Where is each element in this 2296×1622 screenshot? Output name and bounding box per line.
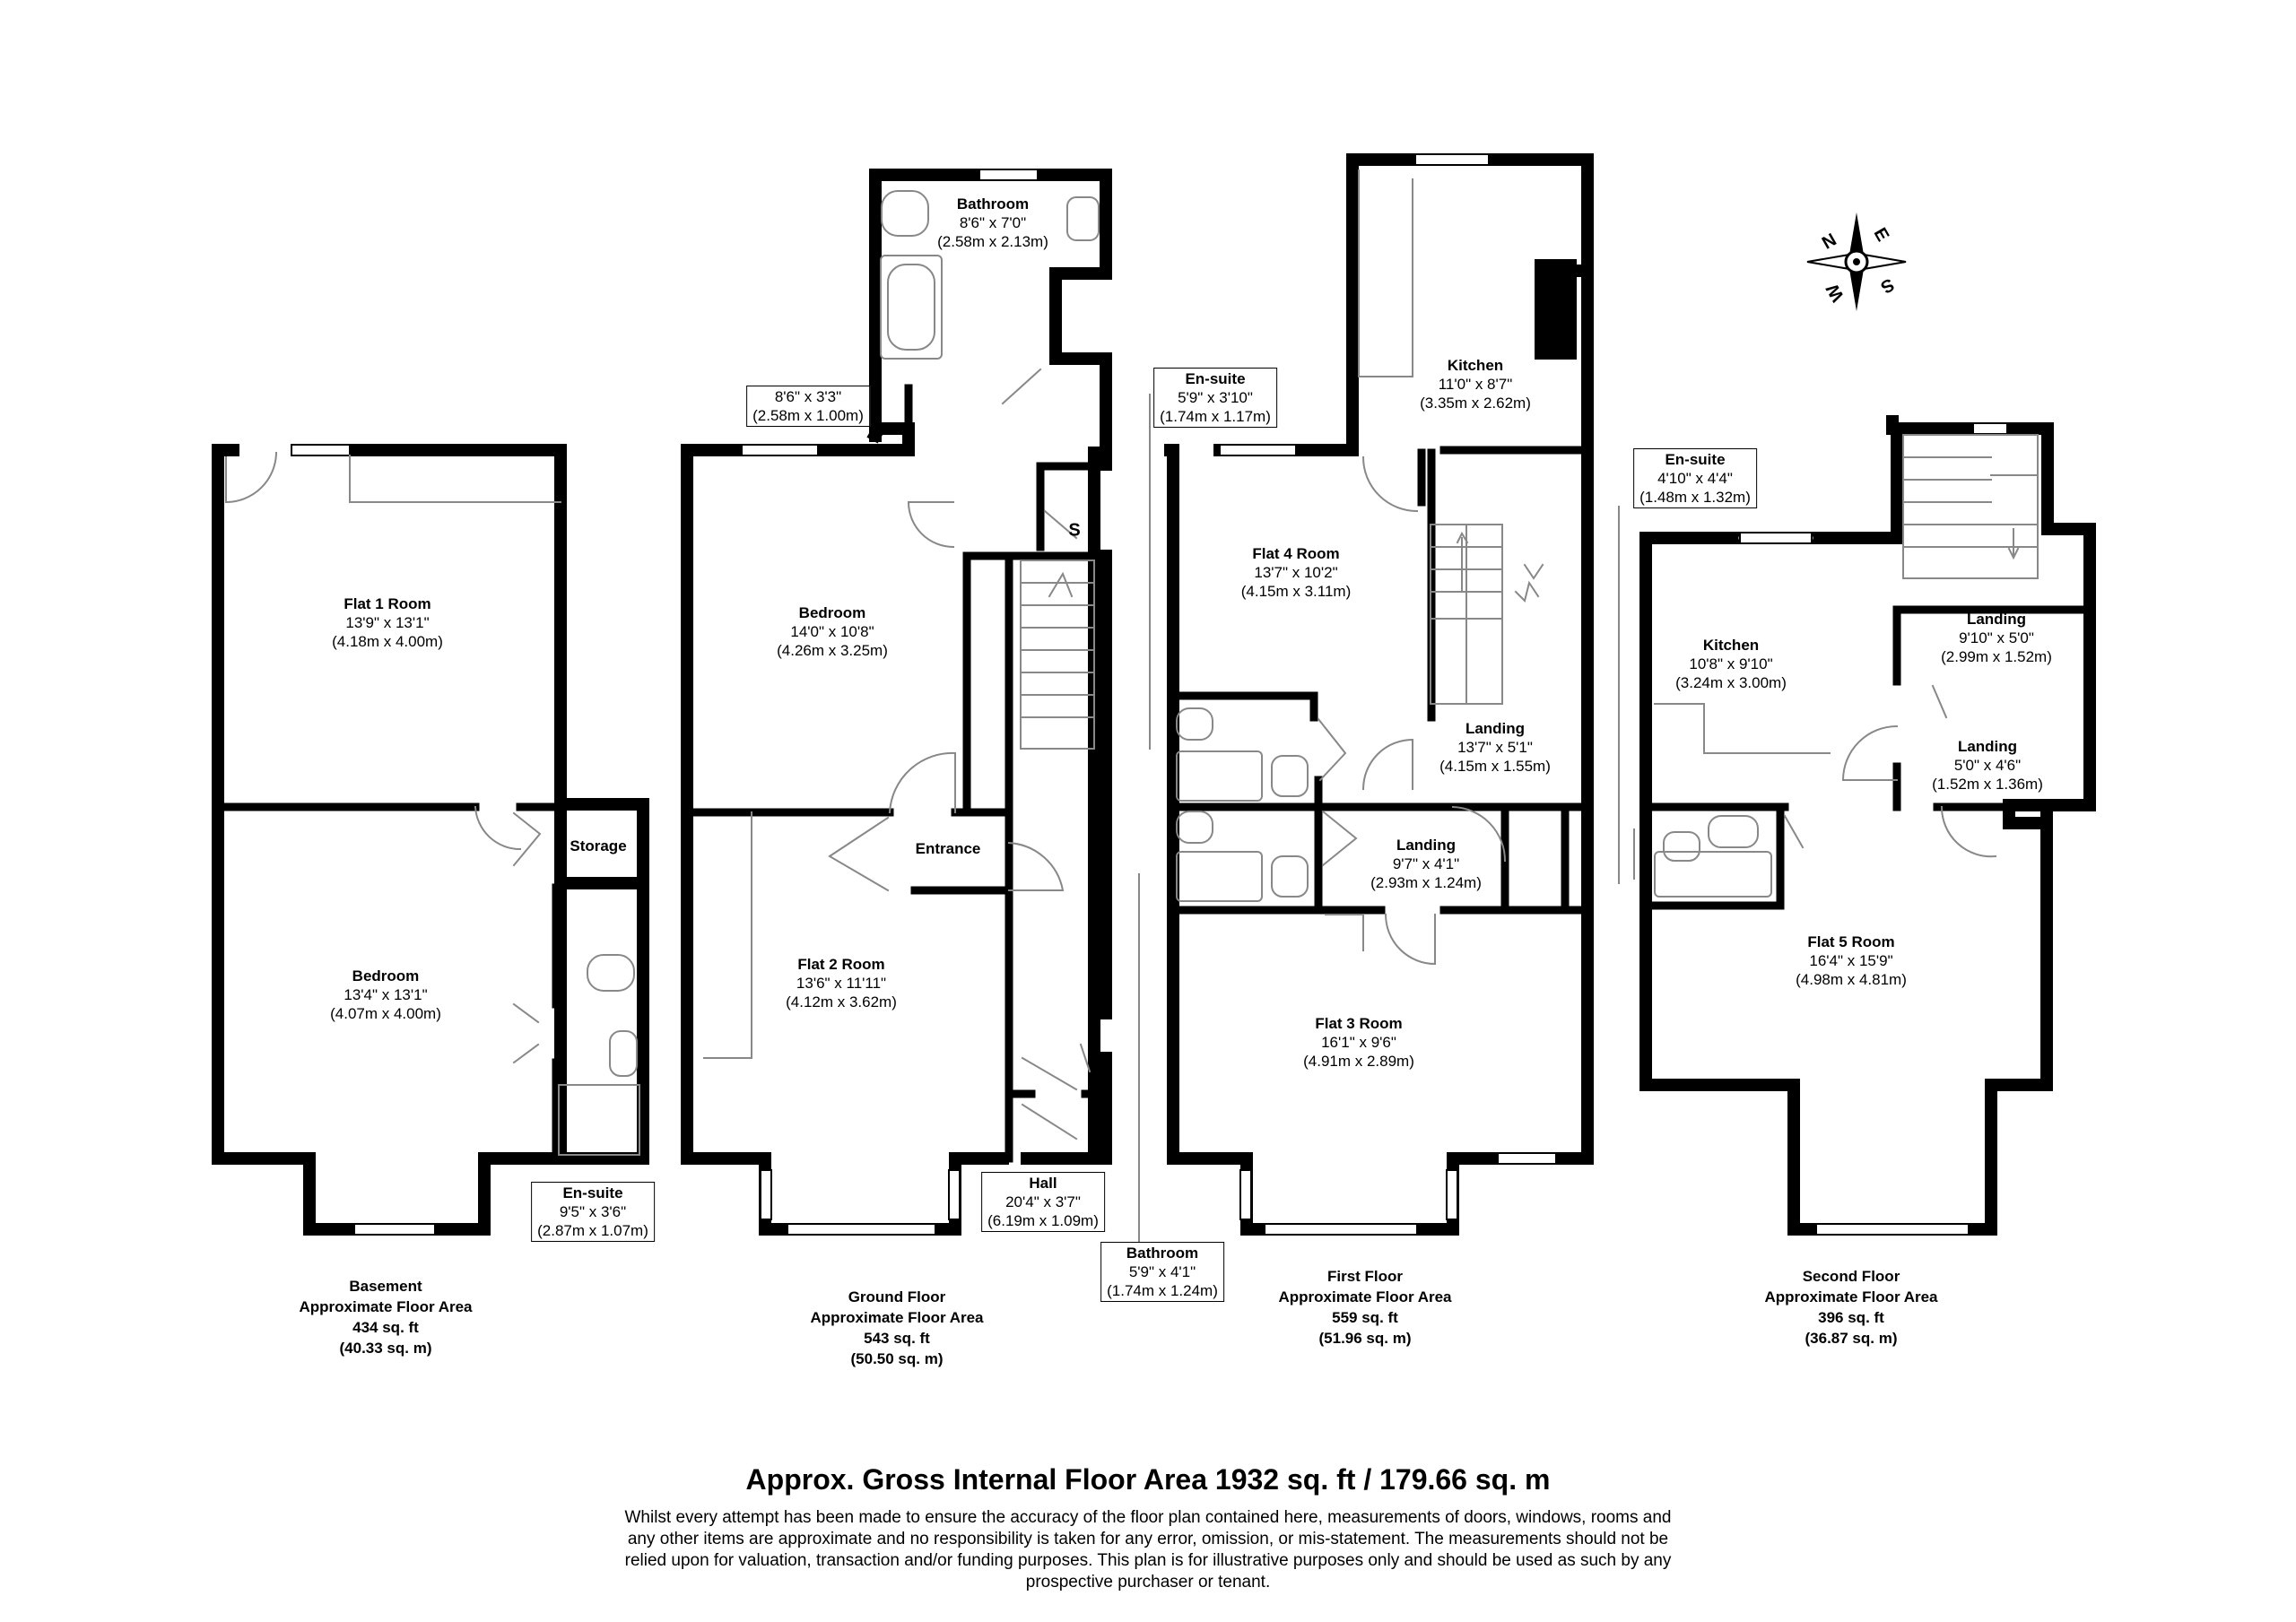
ff-landing1-imperial: 13'7" x 5'1" <box>1457 739 1533 756</box>
ff-kitchen-metric: (3.35m x 2.62m) <box>1420 395 1531 412</box>
basement-windows <box>291 445 435 1235</box>
sf-landing1-imperial: 9'10" x 5'0" <box>1959 629 2034 646</box>
basement-bedroom-label <box>330 967 441 1023</box>
sf-landing2-imperial: 5'0" x 4'6" <box>1953 757 2022 774</box>
second-walls <box>1646 421 2090 1229</box>
sf-ensuite-imperial: 4'10" x 4'4" <box>1657 470 1733 487</box>
flat4-room-metric: (4.15m x 3.11m) <box>1240 583 1352 600</box>
flat1-room-metric: (4.18m x 4.00m) <box>332 633 443 650</box>
first-caption <box>1278 1266 1451 1349</box>
ground-fixtures <box>704 191 1099 1139</box>
ground-caption-label: Approximate Floor Area <box>810 1309 984 1326</box>
ff-ensuite-name: En-suite <box>1185 370 1246 387</box>
storage-label <box>570 837 626 855</box>
flat2-room-label <box>786 955 897 1011</box>
gf-bedroom-metric: (4.26m x 3.25m) <box>777 642 888 659</box>
compass-n-letter: N <box>1818 230 1840 254</box>
ff-bathroom-metric: (1.74m x 1.24m) <box>1107 1282 1218 1299</box>
hall-name: Hall <box>1029 1175 1057 1192</box>
flat2-room-metric: (4.12m x 3.62m) <box>786 993 897 1010</box>
total-area-title: Approx. Gross Internal Floor Area 1932 sq. ft / 179.66 sq. m <box>745 1463 1551 1496</box>
gf-lobby-imperial: 8'6" x 3'3" <box>774 388 842 405</box>
flat4-room-name: Flat 4 Room <box>1252 545 1340 562</box>
flat2-room-imperial: 13'6" x 11'11" <box>796 975 887 992</box>
second-caption-sqft: 396 sq. ft <box>1818 1309 1884 1326</box>
ff-landing2-imperial: 9'7" x 4'1" <box>1392 855 1460 872</box>
flat5-room-name: Flat 5 Room <box>1807 933 1895 950</box>
basement-bedroom-imperial: 13'4" x 13'1" <box>344 986 428 1003</box>
sf-kitchen-imperial: 10'8" x 9'10" <box>1689 655 1773 672</box>
ff-kitchen-label <box>1420 356 1531 412</box>
second-caption-label: Approximate Floor Area <box>1764 1288 1938 1305</box>
gf-bathroom-name: Bathroom <box>956 195 1030 213</box>
sf-landing2-name: Landing <box>1957 738 2018 755</box>
flat3-room-label <box>1303 1014 1414 1071</box>
hall-label <box>981 1172 1105 1232</box>
flat1-room-name: Flat 1 Room <box>344 595 431 612</box>
store-s-label: S <box>1068 520 1081 541</box>
basement-ensuite-imperial: 9'5" x 3'6" <box>559 1203 627 1220</box>
first-caption-sqm: (51.96 sq. m) <box>1318 1330 1412 1347</box>
gf-bathroom-imperial: 8'6" x 7'0" <box>959 214 1027 231</box>
flat4-room-imperial: 13'7" x 10'2" <box>1254 564 1338 581</box>
sf-kitchen-label <box>1675 636 1787 692</box>
flat4-room-label <box>1241 544 1352 601</box>
ground-windows <box>742 169 1038 1235</box>
ff-kitchen-imperial: 11'0" x 8'7" <box>1438 376 1513 393</box>
sf-landing2-metric: (1.52m x 1.36m) <box>1932 776 2043 793</box>
flat5-room-label <box>1796 932 1907 989</box>
basement-caption-name: Basement <box>349 1278 422 1295</box>
compass-e-letter: E <box>1869 224 1893 246</box>
hall-imperial: 20'4" x 3'7" <box>1005 1193 1081 1210</box>
sf-landing1-label <box>1941 610 2052 666</box>
ff-ensuite-label <box>1153 368 1277 428</box>
entrance-name: Entrance <box>915 840 981 857</box>
flat3-room-imperial: 16'1" x 9'6" <box>1321 1034 1396 1051</box>
ground-caption-sqm: (50.50 sq. m) <box>850 1350 944 1367</box>
flat5-room-imperial: 16'4" x 15'9" <box>1809 952 1893 969</box>
sf-kitchen-metric: (3.24m x 3.00m) <box>1675 674 1787 691</box>
hall-metric: (6.19m x 1.09m) <box>987 1212 1099 1229</box>
ff-ensuite-imperial: 5'9" x 3'10" <box>1178 389 1253 406</box>
gf-bathroom-label <box>937 195 1048 251</box>
flat1-room-imperial: 13'9" x 13'1" <box>345 614 430 631</box>
second-caption-sqm: (36.87 sq. m) <box>1805 1330 1898 1347</box>
ff-landing2-label <box>1370 836 1482 892</box>
basement-caption-sqm: (40.33 sq. m) <box>339 1340 432 1357</box>
gf-bedroom-label <box>777 603 888 660</box>
ground-walls <box>687 175 1106 1229</box>
second-inner-walls <box>1646 538 2090 906</box>
gf-lobby-label <box>746 386 870 427</box>
ground-inner-walls <box>691 388 1106 1158</box>
sf-ensuite-name: En-suite <box>1665 451 1726 468</box>
gf-bedroom-name: Bedroom <box>798 604 866 621</box>
basement-ensuite-name: En-suite <box>562 1184 623 1201</box>
ff-landing1-label <box>1439 719 1551 776</box>
ff-landing1-name: Landing <box>1465 720 1526 737</box>
second-caption-name: Second Floor <box>1802 1268 1900 1285</box>
ff-landing1-metric: (4.15m x 1.55m) <box>1439 758 1551 775</box>
storage-name: Storage <box>570 837 627 854</box>
compass-w-letter: W <box>1822 280 1848 305</box>
flat3-room-name: Flat 3 Room <box>1315 1015 1403 1032</box>
basement-ensuite-metric: (2.87m x 1.07m) <box>537 1222 648 1239</box>
sf-landing1-metric: (2.99m x 1.52m) <box>1941 648 2052 665</box>
basement-bedroom-metric: (4.07m x 4.00m) <box>330 1005 441 1022</box>
ground-caption-sqft: 543 sq. ft <box>864 1330 930 1347</box>
sf-landing2-label <box>1932 737 2043 794</box>
flat1-room-label <box>332 594 443 651</box>
flat5-room-metric: (4.98m x 4.81m) <box>1796 971 1907 988</box>
gf-bathroom-metric: (2.58m x 2.13m) <box>937 233 1048 250</box>
sf-ensuite-label <box>1633 448 1757 508</box>
ff-bathroom-name: Bathroom <box>1126 1245 1199 1262</box>
gf-bedroom-imperial: 14'0" x 10'8" <box>790 623 874 640</box>
basement-bedroom-name: Bedroom <box>352 967 420 984</box>
first-caption-label: Approximate Floor Area <box>1278 1288 1452 1305</box>
first-caption-sqft: 559 sq. ft <box>1332 1309 1398 1326</box>
basement-caption-label: Approximate Floor Area <box>299 1298 473 1315</box>
flat2-room-name: Flat 2 Room <box>797 956 885 973</box>
compass-rose <box>1807 213 1906 311</box>
flat3-room-metric: (4.91m x 2.89m) <box>1303 1053 1414 1070</box>
gf-lobby-metric: (2.58m x 1.00m) <box>752 407 864 424</box>
ff-landing2-name: Landing <box>1396 837 1457 854</box>
basement-ensuite-label <box>531 1182 655 1242</box>
sf-landing1-name: Landing <box>1966 611 2027 628</box>
sf-ensuite-metric: (1.48m x 1.32m) <box>1639 489 1751 506</box>
ground-caption-name: Ground Floor <box>848 1288 946 1305</box>
compass-s-letter: S <box>1876 273 1898 298</box>
disclaimer-text: Whilst every attempt has been made to ensure the accuracy of the floor plan contained here, measurements of doors, windows, rooms and any other items are approximate and no responsibility is taken for any error, omission, or mis-statement. The measurements should not be relied upon for valuation, transaction and/or funding purposes. This plan is for illustrative purposes only and should be used as such by any prospective purchaser or tenant. <box>624 1508 1672 1592</box>
sf-kitchen-name: Kitchen <box>1702 637 1760 654</box>
basement-caption-sqft: 434 sq. ft <box>352 1319 419 1336</box>
first-caption-name: First Floor <box>1326 1268 1404 1285</box>
basement-caption <box>299 1276 472 1358</box>
ff-landing2-metric: (2.93m x 1.24m) <box>1370 874 1482 891</box>
ff-bathroom-label <box>1100 1242 1224 1302</box>
ff-kitchen-name: Kitchen <box>1447 357 1504 374</box>
entrance-label <box>916 839 981 858</box>
ground-caption <box>810 1287 983 1369</box>
ff-ensuite-metric: (1.74m x 1.17m) <box>1160 408 1271 425</box>
second-caption <box>1764 1266 1937 1349</box>
ff-bathroom-imperial: 5'9" x 4'1" <box>1128 1263 1196 1280</box>
